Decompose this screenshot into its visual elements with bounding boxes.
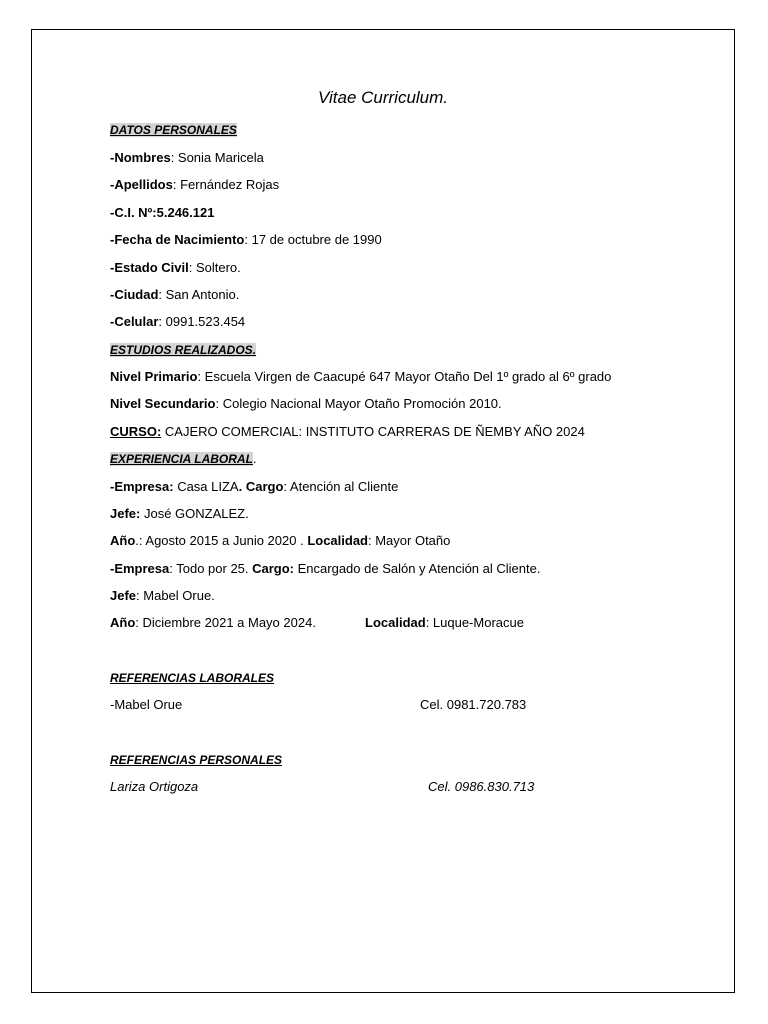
field-value: .: Agosto 2015 a Junio 2020 . [135,533,308,548]
field-value: : Sonia Maricela [170,150,264,165]
field-estado-civil [110,260,241,276]
field-value: Encargado de Salón y Atención al Cliente. [294,561,541,576]
reference-name: Lariza Ortigoza [110,779,199,794]
job1-anio-localidad [110,533,450,549]
section-heading: ESTUDIOS REALIZADOS. [110,343,257,357]
field-label: Cargo: [252,561,295,576]
section-estudios [110,342,256,358]
field-nombres [110,150,264,166]
field-fecha-nacimiento [110,232,382,248]
reference-work-row [110,697,610,713]
section-heading: EXPERIENCIA LABORAL [110,452,253,466]
field-label: -C.I. Nº:5.246.121 [110,205,215,220]
field-label: -Fecha de Nacimiento [110,232,245,247]
field-label: -Estado Civil [110,260,189,275]
field-value: : Escuela Virgen de Caacupé 647 Mayor Otaño Del 1º grado al 6º grado [197,369,612,384]
field-value: : Mabel Orue. [136,588,215,603]
field-nivel-primario [110,369,611,385]
section-referencias-personales [110,752,282,768]
section-heading: REFERENCIAS PERSONALES [110,753,283,767]
field-apellidos [110,177,279,193]
job1-empresa-cargo [110,479,398,495]
field-label: Nivel Primario [110,369,198,384]
section-heading: DATOS PERSONALES [110,123,237,137]
section-experiencia [110,451,257,467]
field-label: Localidad [365,615,426,630]
job2-anio-localidad [110,615,610,631]
field-value: : 17 de octubre de 1990 [244,232,382,247]
section-heading: REFERENCIAS LABORALES [110,671,275,685]
field-value: : Luque-Moracue [425,615,524,630]
field-celular [110,314,245,330]
field-nivel-secundario [110,396,502,412]
field-value: : Mayor Otaño [368,533,451,548]
reference-phone: Cel. 0981.720.783 [420,697,527,712]
field-value: : Diciembre 2021 a Mayo 2024. [135,615,316,630]
reference-personal-row [110,779,610,795]
field-curso [110,424,585,440]
field-value: : Colegio Nacional Mayor Otaño Promoción 2010. [215,396,502,411]
field-label: -Empresa [110,561,170,576]
job2-jefe [110,588,215,604]
field-label: Jefe: [110,506,141,521]
field-label: -Celular [110,314,159,329]
field-value: José GONZALEZ. [140,506,249,521]
field-ci [110,205,214,221]
field-label: -Empresa: [110,479,174,494]
job1-jefe [110,506,249,522]
document-title: Vitae Curriculum. [317,88,449,107]
field-label: Año [110,615,136,630]
field-value: Casa LIZA [173,479,239,494]
field-label: Jefe [110,588,137,603]
field-value: : Fernández Rojas [172,177,280,192]
field-label: CURSO: [110,424,162,439]
field-value: : Atención al Cliente [283,479,399,494]
job2-localidad [365,615,524,631]
job2-empresa-cargo [110,561,540,577]
field-label: -Ciudad [110,287,159,302]
reference-phone: Cel. 0986.830.713 [428,779,535,794]
field-value: : Todo por 25. [169,561,253,576]
field-label: Año [110,533,136,548]
field-label: Nivel Secundario [110,396,216,411]
field-label: Localidad [307,533,368,548]
field-label: -Nombres [110,150,171,165]
field-value: CAJERO COMERCIAL: INSTITUTO CARRERAS DE ÑEMBY AÑO 2024 [161,424,585,439]
field-label: . Cargo [238,479,284,494]
reference-name: -Mabel Orue [110,697,183,712]
section-heading-suffix: . [252,451,257,466]
section-datos-personales [110,122,237,138]
field-value: : 0991.523.454 [158,314,246,329]
field-value: : San Antonio. [158,287,240,302]
document-page [31,29,735,993]
section-referencias-laborales [110,670,274,686]
field-label: -Apellidos [110,177,173,192]
field-ciudad [110,287,239,303]
field-value: : Soltero. [188,260,241,275]
